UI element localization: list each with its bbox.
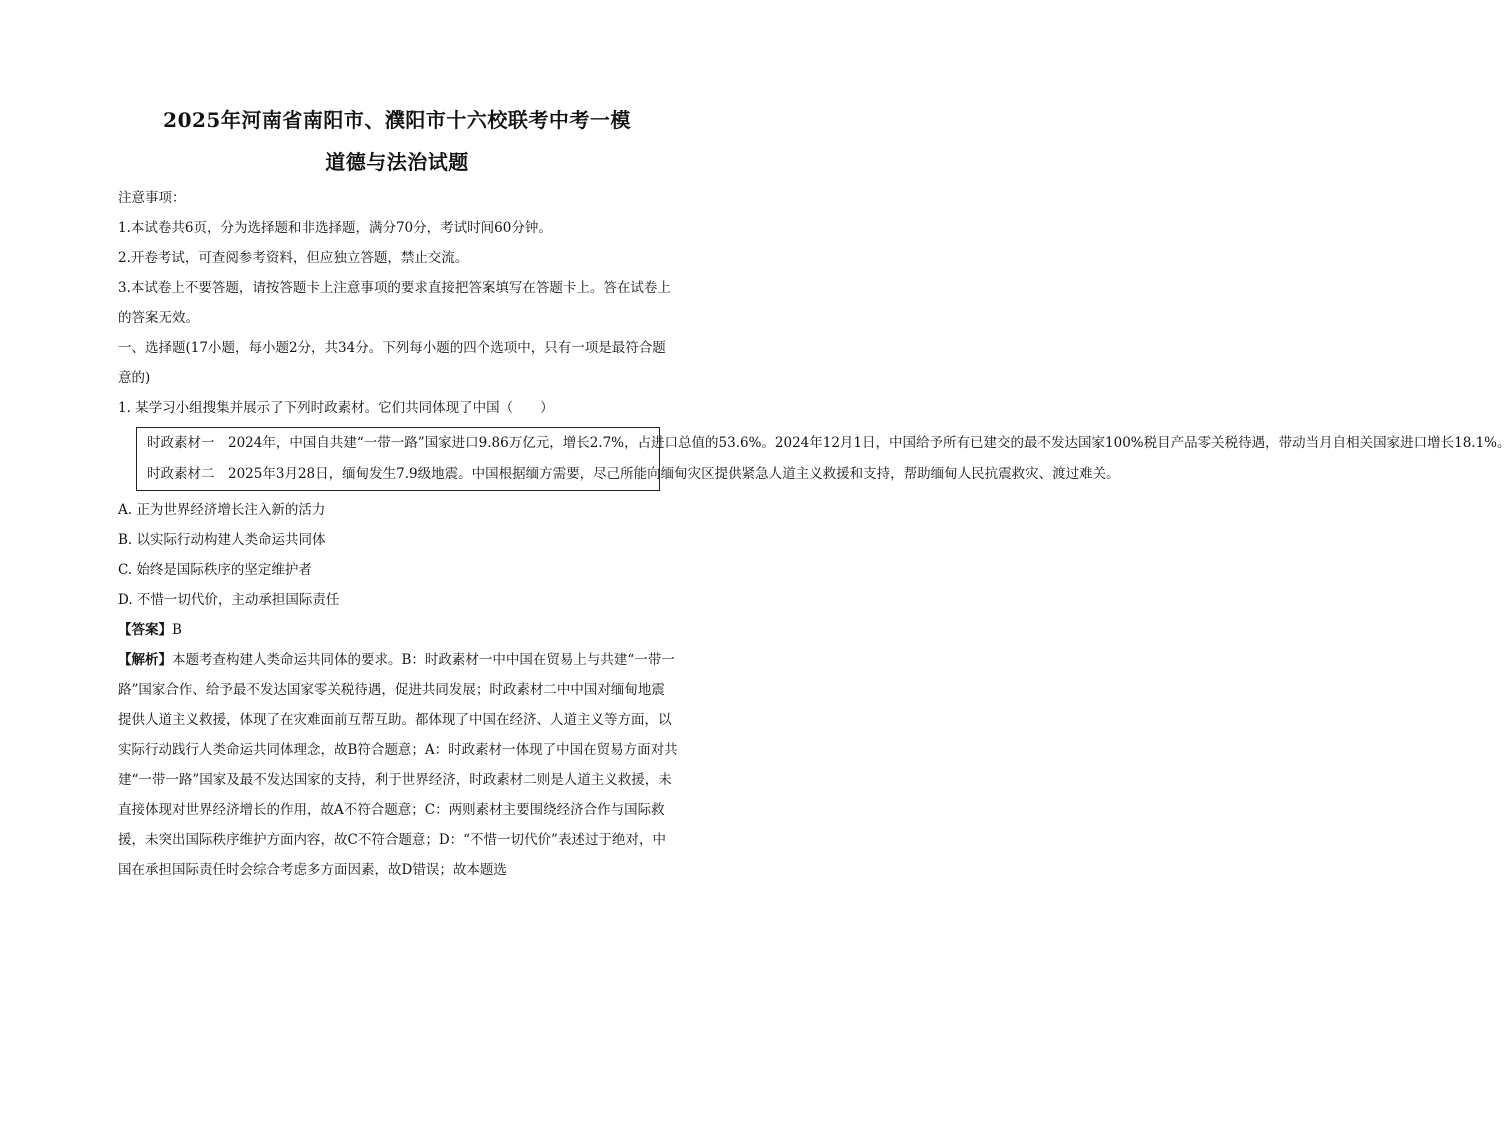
notice-item-3: 3.本试卷上不要答题，请按答题卡上注意事项的要求直接把答案填写在答题卡上。答在试卷上的答案无效。 bbox=[118, 280, 671, 326]
material-2-label: 时政素材二 bbox=[147, 466, 215, 482]
notice-item-1: 1.本试卷共6页，分为选择题和非选择题，满分70分，考试时间60分钟。 bbox=[118, 220, 552, 236]
answer-line bbox=[118, 615, 678, 645]
exam-title: 2025年河南省南阳市、濮阳市十六校联考中考一模 bbox=[163, 108, 631, 132]
material-1 bbox=[147, 428, 1511, 459]
analysis-text: 本题考查构建人类命运共同体的要求。B：时政素材一中中国在贸易上与共建“一带一路”国家合作、给予最不发达国家零关税待遇，促进共同发展；时政素材二中中国对缅甸地震提供人道主义救援，体现了在灾难面前互帮互助。都体现了中国在经济、人道主义等方面，以实际行动践行人类命运共同体理念，故B符合题意；A：时政素材一体现了中国在贸易方面对共建“一带一路”国家及最不发达国家的支持，利于世界经济，时政素材二则是人道主义救援，未直接体现对世界经济增长的作用，故A不符合题意；C：两则素材主要围绕经济合作与国际救援，未突出国际秩序维护方面内容，故C不符合题意；D：“不惜一切代价”表述过于绝对，中国在承担国际责任时会综合考虑多方面因素，故D错误；故本题选 bbox=[118, 652, 678, 878]
material-2 bbox=[147, 459, 1120, 490]
analysis-paragraph bbox=[118, 645, 678, 885]
section-heading: 一、选择题(17小题，每小题2分，共34分。下列每小题的四个选项中，只有一项是最符合题意的) bbox=[118, 340, 666, 386]
material-1-text: 2024年，中国自共建“一带一路”国家进口9.86万亿元，增长2.7%，占进口总值的53.6%。2024年12月1日，中国给予所有已建交的最不发达国家100%税目产品零关税待遇，带动当月自相关国家进口增长18.1%。 bbox=[228, 435, 1511, 451]
option-c: C. 始终是国际秩序的坚定维护者 bbox=[118, 562, 312, 578]
material-2-text: 2025年3月28日，缅甸发生7.9级地震。中国根据缅方需要，尽己所能向缅甸灾区提供紧急人道主义救援和支持，帮助缅甸人民抗震救灾、渡过难关。 bbox=[228, 466, 1120, 482]
analysis-label: 【解析】 bbox=[118, 652, 172, 668]
exam-body bbox=[118, 183, 1511, 885]
answer-label: 【答案】 bbox=[118, 622, 172, 638]
exam-subtitle: 道德与法治试题 bbox=[325, 150, 469, 174]
notice-heading: 注意事项： bbox=[118, 190, 186, 206]
notice-item-2: 2.开卷考试，可查阅参考资料，但应独立答题，禁止交流。 bbox=[118, 250, 469, 266]
option-b: B. 以实际行动构建人类命运共同体 bbox=[118, 532, 326, 548]
answer-value: B bbox=[172, 622, 182, 638]
option-a: A. 正为世界经济增长注入新的活力 bbox=[118, 502, 326, 518]
materials-box bbox=[136, 427, 1511, 491]
option-d: D. 不惜一切代价，主动承担国际责任 bbox=[118, 592, 340, 608]
material-1-label: 时政素材一 bbox=[147, 435, 215, 451]
question-1-stem: 1. 某学习小组搜集并展示了下列时政素材。它们共同体现了中国（ ） bbox=[118, 400, 554, 416]
